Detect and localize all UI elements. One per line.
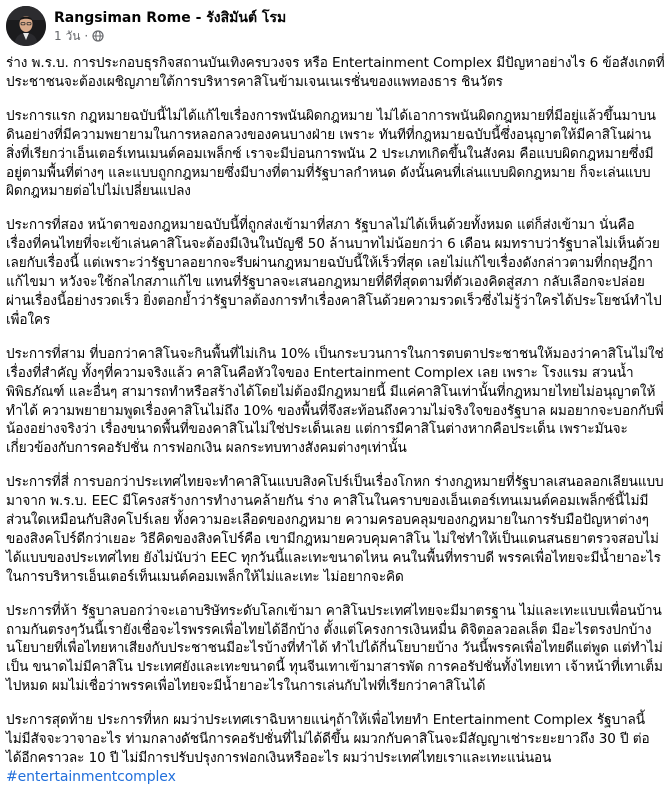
post-paragraph-last: ประการสุดท้าย ประการที่หก ผมว่าประเทศเราฉิบหายแน่ๆถ้าให้เพื่อไทยทำ Entertainment Complex รัฐบาลนี้ไม่มีสัจจะวาจาอะไร ท่ามกลางดัชนีการคอรัปชั่นที่ไม่ได้ดีขึ้น ผมวกกับคาสิโนจะมีสัญญาเช่าระยะยาวถึง 30 ปี ต่อได้อีกคราวละ 10 ปี ไม่มีการปรับปรุงการฟอกเงินหรืออะไร ผมว่าประเทศไทยเราและเทะแน่นอน [6, 712, 650, 766]
post-time[interactable]: 1 วัน [54, 28, 81, 43]
author-block [54, 9, 286, 44]
meta-separator: · [84, 28, 89, 43]
profile-photo [6, 6, 46, 46]
author-name[interactable]: Rangsiman Rome - รังสิมันต์ โรม [54, 9, 287, 26]
post-paragraph-first: ประการแรก กฎหมายฉบับนี้ไม่ได้แก้ไขเรื่องการพนันผิดกฎหมาย ไม่ได้เอาการพนันผิดกฎหมายที่มีอยู่แล้วขึ้นมาบนดินอย่างที่มีความพยายามในการหลอกลวงของคนบางฝ่าย เพราะ ทันทีที่กฎหมายฉบับนี้ซึ่งอนุญาตให้มีคาสิโนผ่านสิ่งที่เรียกว่าเอ็นเตอร์เทนเมนต์คอมเพล็กซ์ เราจะมีบ่อนการพนัน 2 ประเภทเกิดขึ้นในสังคม คือแบบผิดกฎหมายซึ่งมีอยู่ตามพื้นที่ต่างๆ และแบบถูกกฎหมายซึ่งมีบางที่ตามที่รัฐบาลกำหนด ดังนั้นคนที่เล่นแบบผิดกฎหมาย ก็จะเล่นแบบผิดกฎหมายต่อไปไม่เปลี่ยนแปลง [6, 107, 656, 200]
post-meta [54, 28, 286, 44]
post-paragraph-intro: ร่าง พ.ร.บ. การประกอบธุรกิจสถานบันเทิงครบวงจร หรือ Entertainment Complex มีปัญหาอย่างไร 6 ข้อสังเกตที่ประชาชนจะต้องเผชิญภายใต้การบริหารคาสิโนข้ามเจนเนเรชั่นของแพทองธาร ชินวัตร [6, 55, 665, 90]
post-header [6, 6, 665, 46]
post-paragraph-third: ประการที่สาม ที่บอกว่าคาสิโนจะกินพื้นที่ไม่เกิน 10% เป็นกระบวนการในการตบตาประชาชนให้มองว่าคาสิโนไม่ใช่เรื่องที่สำคัญ ทั้งๆที่ความจริงแล้ว คาสิโนคือหัวใจของ Entertainment Complex เลย เพราะ โรงแรม สวนน้ำ พิพิธภัณฑ์ และอื่นๆ สามารถทำหรือสร้างได้โดยไม่ต้องมีกฎหมายนี้ มีแค่คาสิโนเท่านั้นที่กฎหมายไทยไม่อนุญาตให้ทำได้ ความพยายามพูดเรื่องคาสิโนไม่ถึง 10% ของพื้นที่จึงสะท้อนถึงความไม่จริงใจของรัฐบาล ผมอยากจะบอกกับพี่น้องอย่างจริงว่า เรื่องขนาดพื้นที่ของคาสิโนไม่ใช่ประเด็นเลย แต่การมีคาสิโนต่างหากคือประเด็น เพราะมันจะเกี่ยวข้องกับการคอรัปชั่น การฟอกเงิน ผลกระทบทางสังคมต่างๆเท่านั้น [6, 345, 664, 457]
post-body [6, 54, 665, 787]
post-paragraph-fourth: ประการที่สี่ การบอกว่าประเทศไทยจะทำคาสิโนแบบสิงคโปร์เป็นเรื่องโกหก ร่างกฎหมายที่รัฐบาลเสนอลอกเลียนแบบมาจาก พ.ร.บ. EEC มีโครงสร้างการทำงานคล้ายกัน ร่าง คาสิโนในคราบของเอ็นเตอร์เทนเมนต์คอมเพล็กซ์นี้ไม่มีส่วนใดเหมือนกับสิงคโปร์เลย ทั้งความอะเลือดของกฎหมาย ความครอบคลุมของกฎหมายในการรับมือปัญหาต่างๆของสิงคโปร์ดีกว่าเยอะ วิธีคิดของสิงคโปร์คือ เขามีกฎหมายควบคุมคาสิโน ไม่ใช่ทำให้เป็นแดนสนธยาตรวจสอบไม่ได้แบบของประเทศไทย ยังไม่นับว่า EEC ทุกวันนี้และเทะขนาดไหน คนในพื้นที่ทราบดี พรรคเพื่อไทยจะมีน้ำยาอะไรในการบริหารเอ็นเตอร์เท็นเมนต์คอมเพล็กให้ไม่และเทะ ไม่อยากจะคิด [6, 474, 664, 585]
hashtag-link[interactable]: #entertainmentcomplex [6, 768, 176, 785]
avatar[interactable] [6, 6, 46, 46]
post-paragraph-fifth: ประการที่ห้า รัฐบาลบอกว่าจะเอาบริษัทระดับโลกเข้ามา คาสิโนประเทศไทยจะมีมาตรฐาน ไม่และเทะแบบเพื่อนบ้าน ถามกันตรงๆวันนี้เรายังเชื่อจะไรพรรคเพื่อไทยได้อีกบ้าง ตั้งแต่โครงการเงินหมื่น ดิจิตอลวอลเล็ต มีอะไรตรงปกบ้าง นโยบายที่เพื่อไทยหาเสียงกับประชาชนมีอะไรบ้างที่ทำได้ ทำไปได้กี่นโยบายบ้าง วันนี้พรรคเพื่อไทยดีแต่พูด แต่ทำไม่เป็น ขนาดไม่มีคาสิโน ประเทศยังและเทะขนาดนี้ ทุนจีนเทาเข้ามาสารพัด การคอรัปชั่นทั้งไทยเทา เจ้าหน้าที่เทาเต็มไปหมด ผมไม่เชื่อว่าพรรคเพื่อไทยจะมีน้ำยาอะไรในการเล่นกับไฟที่เรียกว่าคาสิโนได้ [6, 602, 663, 695]
post-paragraph-second: ประการที่สอง หน้าตาของกฎหมายฉบับนี้ที่ถูกส่งเข้ามาที่สภา รัฐบาลไม่ได้เห็นด้วยทั้งหมด แต่ก็ส่งเข้ามา นั่นคือ เรื่องที่คนไทยที่จะเข้าเล่นคาสิโนจะต้องมีเงินในบัญชี 50 ล้านบาทไม่น้อยกว่า 6 เดือน ผมทราบว่ารัฐบาลไม่เห็นด้วยเลยกับเรื่องนี้ แต่เพราะว่ารัฐบาลอยากจะรีบผ่านกฎหมายฉบับนี้ให้เร็วที่สุด เลยไม่แก้ไขเรื่องดังกล่าวตามที่กฤษฎีกาแก้ไขมา หวังจะใช้กลไกสภาแก้ไข แทนที่รัฐบาลจะเสนอกฎหมายที่ดีที่สุดตามที่ตัวเองคิดสู่สภา กลับเลือกจะปล่อยผ่านเรื่องนี้อย่างรวดเร็ว ยิ่งตอกย้ำว่ารัฐบาลต้องการทำเรื่องคาสิโนด้วยความรวดเร็วซึ่งไม่รู้ว่าใครได้ประโยชน์ทำไปเพื่อใคร [6, 217, 662, 328]
globe-icon[interactable] [92, 30, 104, 42]
